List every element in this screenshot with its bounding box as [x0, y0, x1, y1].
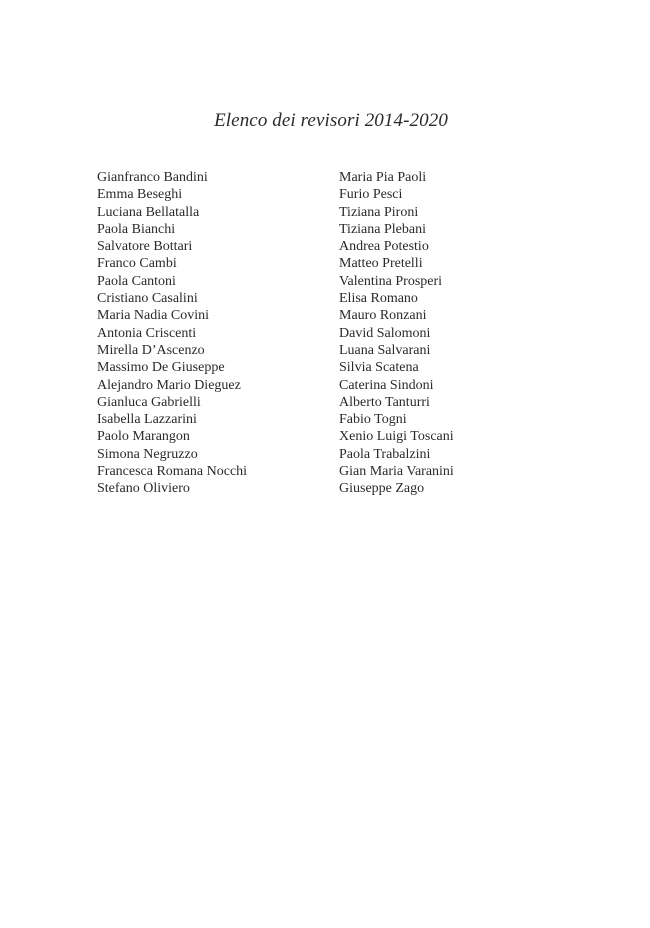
list-item: Fabio Togni	[339, 412, 407, 428]
list-item: Xenio Luigi Toscani	[339, 429, 454, 445]
list-item: Valentina Prosperi	[339, 273, 443, 289]
list-item: Elisa Romano	[339, 291, 418, 307]
list-item: Matteo Pretelli	[339, 256, 423, 272]
list-item: Gianluca Gabrielli	[97, 394, 201, 410]
list-item: Massimo De Giuseppe	[97, 360, 225, 376]
list-item: Paola Cantoni	[97, 273, 176, 289]
list-item: Simona Negruzzo	[97, 446, 198, 462]
list-item: Francesca Romana Nocchi	[97, 464, 248, 480]
list-item: Tiziana Pironi	[339, 204, 419, 220]
list-item: Tiziana Plebani	[339, 221, 426, 237]
list-item: Alberto Tanturri	[339, 394, 430, 410]
list-item: Maria Nadia Covini	[97, 308, 209, 324]
list-item: Isabella Lazzarini	[97, 412, 197, 428]
list-item: David Salomoni	[339, 325, 431, 341]
list-item: Maria Pia Paoli	[339, 170, 427, 185]
list-item: Stefano Oliviero	[97, 481, 190, 497]
list-item: Paola Bianchi	[97, 221, 176, 237]
list-item: Franco Cambi	[97, 256, 177, 272]
list-item: Caterina Sindoni	[339, 377, 434, 393]
list-item: Mirella D’Ascenzo	[97, 342, 205, 358]
list-item: Luciana Bellatalla	[97, 204, 200, 220]
list-item: Emma Beseghi	[97, 187, 183, 203]
list-item: Paolo Marangon	[97, 429, 190, 445]
page-title: Elenco dei revisori 2014-2020	[214, 110, 448, 131]
list-item: Furio Pesci	[339, 187, 403, 203]
list-item: Antonia Criscenti	[97, 325, 197, 341]
list-item: Gian Maria Varanini	[339, 464, 454, 480]
reviewer-list-left	[97, 169, 247, 498]
list-item: Cristiano Casalini	[97, 291, 198, 307]
list-item: Silvia Scatena	[339, 360, 419, 376]
list-item: Paola Trabalzini	[339, 446, 431, 462]
reviewer-list-right	[339, 169, 454, 498]
list-item: Luana Salvarani	[339, 342, 431, 358]
list-item: Andrea Potestio	[339, 239, 429, 255]
list-item: Alejandro Mario Dieguez	[97, 377, 241, 393]
list-item: Salvatore Bottari	[97, 239, 193, 255]
list-item: Mauro Ronzani	[339, 308, 427, 324]
list-item: Giuseppe Zago	[339, 481, 425, 497]
list-item: Gianfranco Bandini	[97, 170, 208, 185]
